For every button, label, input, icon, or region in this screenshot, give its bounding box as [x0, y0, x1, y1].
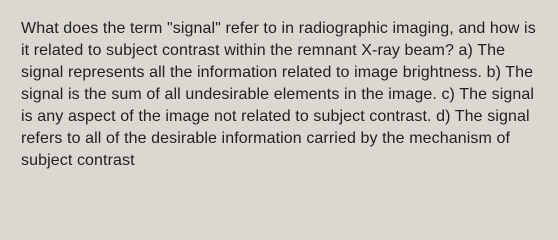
question-text: What does the term "signal" refer to in radiographic imaging, and how is it related to subject contrast within the remnant X-ray beam? a) The signal represents all the information related to image brightness. b) The signal is the sum of all undesirable elements in the image. c) The signal is any aspect of the image not related to subject contrast. d) The signal refers to all of the desirable information carried by the mechanism of subject contrast	[21, 20, 536, 169]
